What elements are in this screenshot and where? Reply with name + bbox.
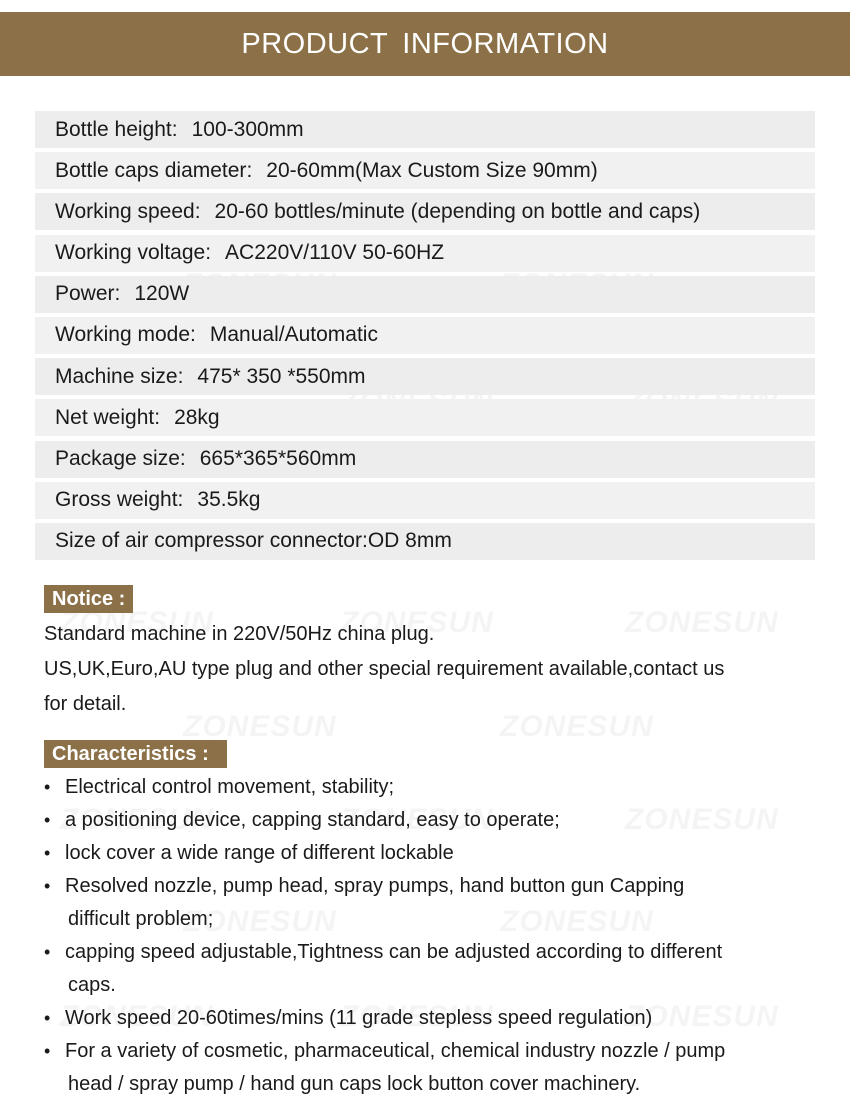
spec-label: Gross weight	[55, 488, 178, 512]
spec-value: 35.5kg	[197, 488, 261, 512]
notice-text	[44, 617, 814, 722]
spec-row-air-connector: Size of air compressor connector : OD 8mm	[35, 523, 815, 560]
spec-row-bottle-height: Bottle height : 100-300mm	[35, 111, 815, 148]
list-item-text: • lock cover a wide range of different lockable	[65, 842, 454, 864]
spec-value: 20-60 bottles/minute (depending on bottle and caps)	[214, 199, 701, 223]
spec-value: 100-300mm	[191, 117, 304, 141]
spec-list	[35, 111, 815, 564]
list-item	[44, 804, 814, 837]
spec-value: 28kg	[174, 405, 220, 429]
page-title: PRODUCT INFORMATION	[241, 27, 609, 60]
notice-line: Standard machine in 220V/50Hz china plug.	[44, 623, 435, 645]
spec-value: 475* 350 *550mm	[197, 364, 366, 388]
spec-value: AC220V/110V 50-60HZ	[225, 241, 445, 265]
list-item-text-cont: difficult problem;	[68, 908, 214, 930]
spec-row-gross-weight: Gross weight : 35.5kg	[35, 482, 815, 519]
spec-label: Package size	[55, 447, 180, 470]
characteristics-list	[44, 771, 814, 1101]
spec-value: 120W	[134, 282, 190, 306]
list-item	[44, 1002, 814, 1035]
spec-label: Net weight	[55, 405, 155, 429]
spec-row-working-speed: Working speed : 20-60 bottles/minute (depending on bottle and caps)	[35, 193, 815, 230]
spec-row-machine-size: Machine size : 475* 350 *550mm	[35, 358, 815, 395]
list-item-text: • a positioning device, capping standard, easy to operate;	[65, 809, 560, 831]
header-banner	[0, 12, 850, 76]
spec-label: Machine size	[55, 364, 178, 388]
spec-label: Power	[55, 282, 115, 306]
spec-row-package-size: Package size : 665*365*560mm	[35, 441, 815, 478]
spec-label: Working mode	[55, 323, 191, 347]
list-item	[44, 1035, 814, 1101]
list-item-text-cont: head / spray pump / hand gun caps lock button cover machinery.	[68, 1073, 641, 1095]
spec-value: Manual/Automatic	[209, 323, 378, 347]
list-item	[44, 870, 814, 936]
spec-label: Size of air compressor connector	[55, 529, 362, 553]
spec-row-caps-diameter: Bottle caps diameter : 20-60mm(Max Custom Size 90mm)	[35, 152, 815, 189]
list-item-text: • Electrical control movement, stability;	[65, 776, 395, 798]
list-item	[44, 936, 814, 1002]
spec-row-working-voltage: Working voltage : AC220V/110V 50-60HZ	[35, 235, 815, 272]
notice-label: Notice :	[44, 585, 133, 613]
list-item	[44, 837, 814, 870]
list-item-text-cont: caps.	[68, 974, 116, 996]
list-item-text: • Work speed 20-60times/mins (11 grade stepless speed regulation)	[65, 1007, 653, 1029]
notice-line: for detail.	[44, 693, 127, 715]
spec-row-net-weight: Net weight : 28kg	[35, 399, 815, 436]
notice-line: US,UK,Euro,AU type plug and other special requirement available,contact us	[44, 658, 725, 680]
list-item-text: • For a variety of cosmetic, pharmaceutical, chemical industry nozzle / pump	[65, 1040, 726, 1062]
spec-label: Working voltage	[55, 241, 206, 265]
spec-label: Bottle caps diameter	[55, 158, 247, 182]
list-item-text: • Resolved nozzle, pump head, spray pumps, hand button gun Capping	[65, 875, 685, 897]
spec-row-power: Power : 120W	[35, 276, 815, 313]
spec-row-working-mode: Working mode : Manual/Automatic	[35, 317, 815, 354]
characteristics-label: Characteristics :	[44, 740, 227, 768]
list-item	[44, 771, 814, 804]
list-item-text: • capping speed adjustable,Tightness can be adjusted according to different	[65, 941, 723, 963]
spec-value: OD 8mm	[367, 529, 452, 553]
spec-label: Working speed	[55, 199, 195, 223]
spec-value: 20-60mm(Max Custom Size 90mm)	[266, 158, 598, 182]
spec-value: 665*365*560mm	[199, 447, 357, 470]
spec-label: Bottle height	[55, 117, 172, 141]
